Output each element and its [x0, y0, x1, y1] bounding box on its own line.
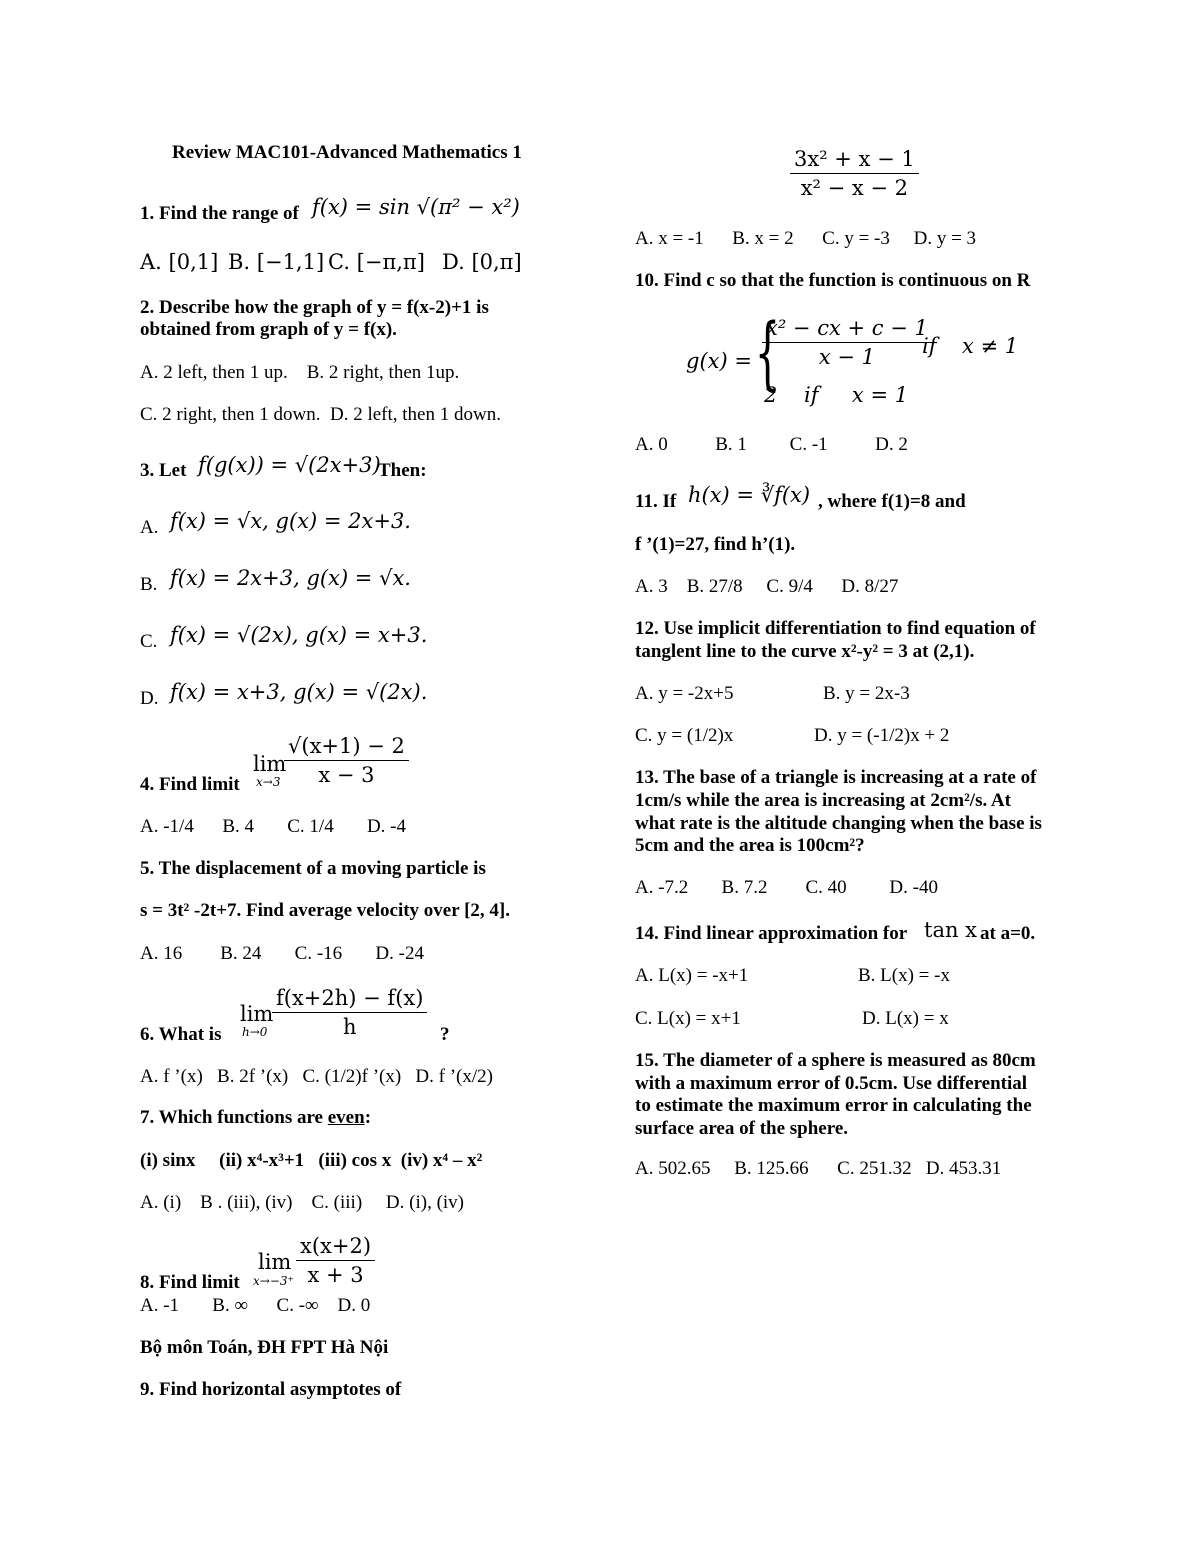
q1-option-b: B. [−1,1]	[228, 250, 325, 274]
department-footer: Bộ môn Toán, ĐH FPT Hà Nội	[140, 1337, 389, 1358]
q9-fraction	[790, 147, 919, 200]
q1-expr: f(x) = sin √(π² − x²)	[312, 195, 520, 219]
q14-option-d: D. L(x) = x	[862, 1008, 949, 1029]
q8-lim: lim	[258, 1250, 292, 1274]
q11-options: A. 3 B. 27/8 C. 9/4 D. 8/27	[635, 576, 899, 597]
q8-options: A. -1 B. ∞ C. -∞ D. 0	[140, 1295, 371, 1316]
q11-prompt: 11. If	[635, 491, 677, 512]
q6-lim: lim	[240, 1002, 274, 1026]
q7-prompt-text: 7. Which functions are	[140, 1107, 328, 1128]
q15-options: A. 502.65 B. 125.66 C. 251.32 D. 453.31	[635, 1158, 1002, 1179]
q10-row2: 2 if x = 1	[764, 383, 909, 407]
q7-prompt-even: even	[327, 1107, 365, 1128]
q9-numerator: 3x² + x − 1	[790, 147, 919, 174]
q1-prompt: 1. Find the range of	[140, 203, 299, 224]
q14-option-b: B. L(x) = -x	[858, 965, 950, 986]
q8-fraction	[296, 1234, 375, 1287]
q9-options: A. x = -1 B. x = 2 C. y = -3 D. y = 3	[635, 228, 977, 249]
q4-numerator: √(x+1) − 2	[284, 734, 409, 761]
q12-prompt-line2: tanglent line to the curve x²-y² = 3 at (2,1).	[635, 641, 975, 662]
q9-prompt: 9. Find horizontal asymptotes of	[140, 1379, 402, 1400]
q6-prompt: 6. What is	[140, 1024, 222, 1045]
q9-denominator: x² − x − 2	[800, 176, 909, 200]
q5-prompt-line1: 5. The displacement of a moving particle is	[140, 858, 486, 879]
q6-options: A. f ’(x) B. 2f ’(x) C. (1/2)f ’(x) D. f ’(x/2)	[140, 1066, 493, 1087]
q10-denominator: x − 1	[818, 345, 875, 369]
q3-prompt: 3. Let	[140, 460, 187, 481]
q8-lim-sub: x→−3⁺	[253, 1274, 294, 1288]
q4-options: A. -1/4 B. 4 C. 1/4 D. -4	[140, 816, 406, 837]
q3-option-d: f(x) = x+3, g(x) = √(2x).	[170, 680, 428, 704]
q15-line2: with a maximum error of 0.5cm. Use differential	[635, 1073, 1028, 1094]
q2-prompt-line2: obtained from graph of y = f(x).	[140, 319, 397, 340]
q4-prompt: 4. Find limit	[140, 774, 240, 795]
q3-option-c: f(x) = √(2x), g(x) = x+3.	[170, 623, 428, 647]
q14-option-c: C. L(x) = x+1	[635, 1008, 741, 1029]
q7-options: A. (i) B . (iii), (iv) C. (iii) D. (i), (iv)	[140, 1192, 465, 1213]
q6-lim-sub: h→0	[242, 1025, 268, 1039]
q7-prompt	[140, 1107, 371, 1129]
q3-b-label: B.	[140, 574, 158, 595]
q12-option-a: A. y = -2x+5	[635, 683, 734, 704]
q15-line1: 15. The diameter of a sphere is measured as 80cm	[635, 1050, 1036, 1071]
q11-expr: h(x) = ∛f(x)	[688, 483, 811, 507]
q4-lim-sub: x→3	[256, 775, 281, 789]
q6-denominator: h	[342, 1015, 357, 1039]
q13-line1: 13. The base of a triangle is increasing at a rate of	[635, 767, 1037, 788]
q12-option-d: D. y = (-1/2)x + 2	[814, 725, 950, 746]
q2-prompt-line1: 2. Describe how the graph of y = f(x-2)+1 is	[140, 297, 489, 318]
q10-condition1: x ≠ 1	[962, 334, 1019, 358]
q4-lim: lim	[253, 752, 287, 776]
page-title: Review MAC101-Advanced Mathematics 1	[172, 142, 522, 163]
q1-option-a: A. [0,1]	[140, 250, 219, 274]
q8-numerator: x(x+2)	[296, 1234, 375, 1261]
q10-numerator: x² − cx + c − 1	[762, 316, 932, 343]
q13-line2: 1cm/s while the area is increasing at 2cm²/s. At	[635, 790, 1011, 811]
q7-items: (i) sinx (ii) x⁴-x³+1 (iii) cos x (iv) x⁴ – x²	[140, 1150, 483, 1171]
q14-expr: tan x	[924, 918, 978, 942]
q3-option-b: f(x) = 2x+3, g(x) = √x.	[170, 566, 411, 590]
q1-option-d: D. [0,π]	[442, 250, 522, 274]
q5-prompt-line2: s = 3t² -2t+7. Find average velocity over [2, 4].	[140, 900, 510, 921]
q4-fraction	[284, 734, 409, 787]
q15-line3: to estimate the maximum error in calculating the	[635, 1095, 1032, 1116]
q3-a-label: A.	[140, 517, 159, 538]
q4-denominator: x − 3	[318, 763, 375, 787]
q10-options: A. 0 B. 1 C. -1 D. 2	[635, 434, 908, 455]
q6-fraction	[272, 986, 427, 1039]
q3-expr: f(g(x)) = √(2x+3).	[198, 453, 388, 477]
q12-prompt-line1: 12. Use implicit differentiation to find equation of	[635, 618, 1036, 639]
q12-option-c: C. y = (1/2)x	[635, 725, 734, 746]
q14-prompt: 14. Find linear approximation for	[635, 923, 908, 944]
q14-option-a: A. L(x) = -x+1	[635, 965, 749, 986]
q2-options-row2: C. 2 right, then 1 down. D. 2 left, then 1 down.	[140, 404, 501, 425]
q2-options-row1: A. 2 left, then 1 up. B. 2 right, then 1up.	[140, 362, 460, 383]
q10-g-label: g(x) =	[686, 349, 752, 373]
q6-numerator: f(x+2h) − f(x)	[272, 986, 427, 1013]
q11-prompt-line2: f ’(1)=27, find h’(1).	[635, 534, 796, 555]
q10-prompt: 10. Find c so that the function is continuous on R	[635, 270, 1031, 291]
q13-options: A. -7.2 B. 7.2 C. 40 D. -40	[635, 877, 938, 898]
q6-question-mark: ?	[440, 1024, 450, 1045]
q12-option-b: B. y = 2x-3	[823, 683, 910, 704]
q10-fraction	[762, 316, 932, 369]
q10-brace: {	[754, 306, 781, 399]
q13-line3: what rate is the altitude changing when the base is	[635, 813, 1042, 834]
q13-line4: 5cm and the area is 100cm²?	[635, 835, 865, 856]
q7-prompt-colon: :	[364, 1107, 372, 1128]
q10-if: if	[922, 334, 937, 358]
q8-denominator: x + 3	[307, 1263, 364, 1287]
q3-d-label: D.	[140, 688, 159, 709]
q11-prompt-cont: , where f(1)=8 and	[818, 491, 966, 512]
q3-then: Then:	[378, 460, 427, 481]
q5-options: A. 16 B. 24 C. -16 D. -24	[140, 943, 424, 964]
q14-at: at a=0.	[980, 923, 1036, 944]
q15-line4: surface area of the sphere.	[635, 1118, 848, 1139]
q8-prompt: 8. Find limit	[140, 1272, 240, 1293]
q3-c-label: C.	[140, 631, 158, 652]
q1-option-c: C. [−π,π]	[328, 250, 425, 274]
q3-option-a: f(x) = √x, g(x) = 2x+3.	[170, 509, 411, 533]
